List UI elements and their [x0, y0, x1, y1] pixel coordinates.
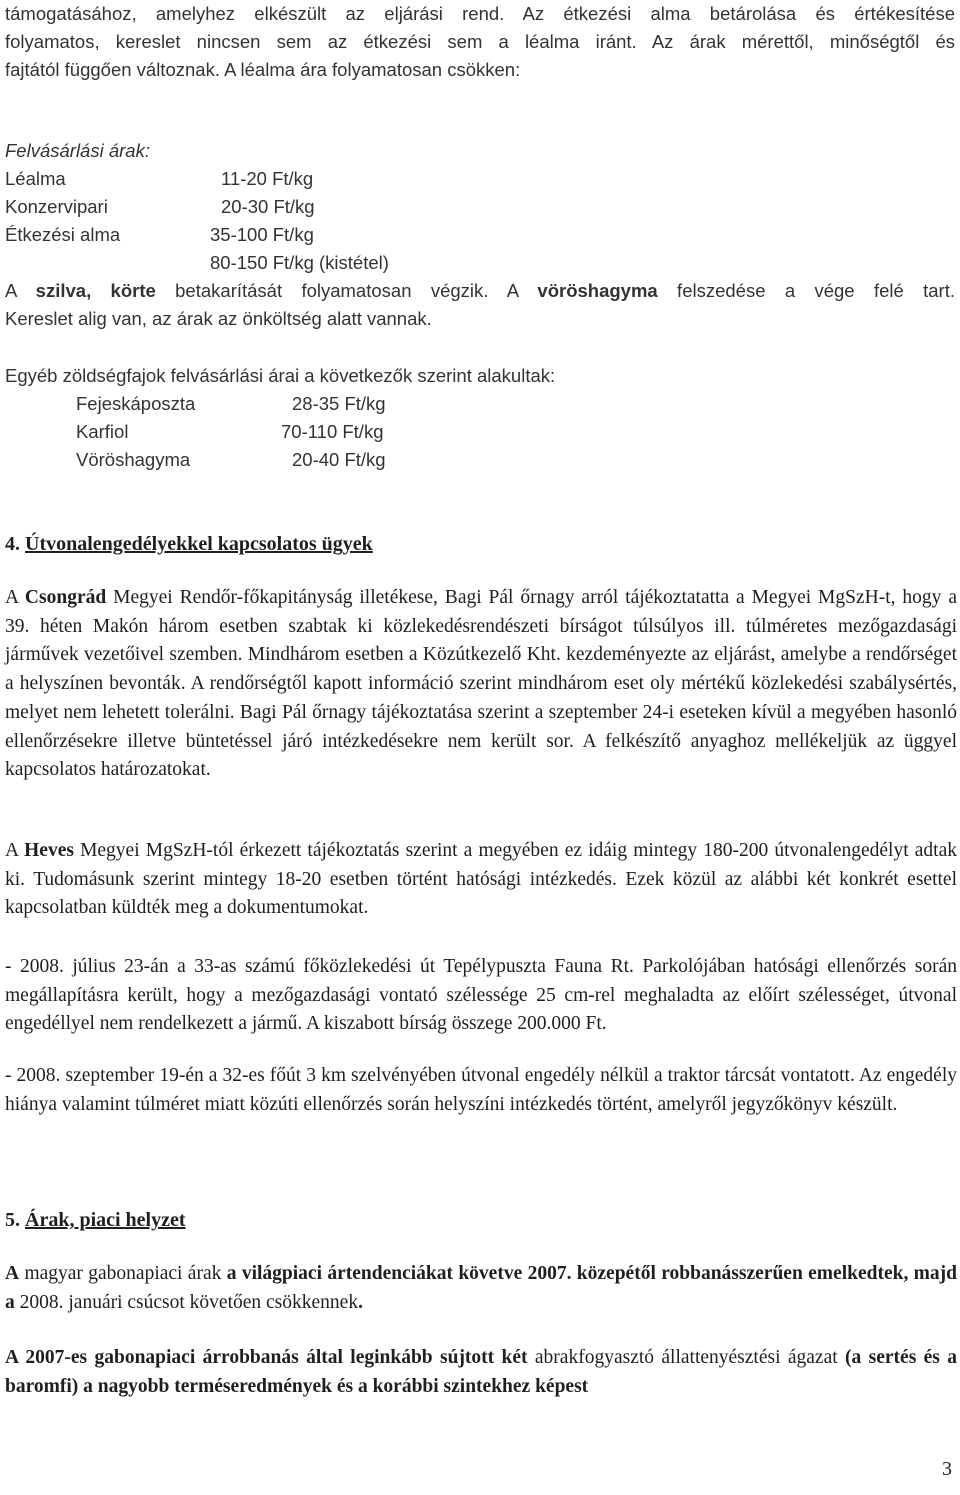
section-4-heading: 4. Útvonalengedélyekkel kapcsolatos ügyek: [5, 533, 373, 555]
harvest-line-1: A szilva, körte betakarítását folyamatosan végzik. A vöröshagyma felszedése a vége felé tart.: [5, 280, 955, 301]
veg-price: 70-110 Ft/kg: [281, 421, 384, 442]
section-5-paragraph-2: A 2007-es gabonapiaci árrobbanás által leginkább sújtott két abrakfogyasztó állattenyésztési ágazat (a sertés és a baromfi) a nagyobb terméseredmények és a korábbi szintekhez képest: [5, 1347, 958, 1397]
section-4-paragraph-csongrad: A Csongrád Megyei Rendőr-főkapitányság illetékese, Bagi Pál őrnagy arról tájékoztatatta a Megyei MgSzH-t, hogy a 39. héten Makón három esetben szabtak ki közlekedésrendészeti bírságot túlsúlyos ill. túlméretes mezőgazdasági járművek vezetőivel szemben. Mindhárom esetben a Közútkezelő Kht. kezdeményezte az eljárást, amelybe a rendőrséget a helyszínen bevonták. A rendőrségtől kapott információ szerint mindhárom eset oly mértékű közlekedési szabálysértés, melyet nem lehetett tolerálni. Bagi Pál őrnagy tájékoztatása szerint a szeptember 24-i eseteken kívül a megyében hasonló ellenőrzésekre illetve büntetéssel járó intézkedésekre nem került sor. A felkészítő anyaghoz mellékeljük az üggyel kapcsolatos határozatokat.: [5, 587, 957, 781]
veg-name: Vöröshagyma: [76, 449, 191, 470]
veg-name: Karfiol: [76, 421, 129, 442]
section-5-paragraph-1: A magyar gabonapiaci árak a világpiaci ártendenciákat követve 2007. közepétől robbanásszerűen emelkedtek, majd a 2008. januári csúcsot követően csökkennek.: [5, 1263, 957, 1313]
price-value: 20-30 Ft/kg: [221, 196, 315, 217]
price-name: Konzervipari: [5, 196, 108, 217]
highlight-crop: szilva, körte: [35, 280, 156, 301]
intro-line-3: fajtától függően változnak. A léalma ára folyamatosan csökken:: [5, 59, 521, 80]
purchase-prices-heading: Felvásárlási árak:: [5, 140, 150, 161]
section-4-paragraph-heves: A Heves Megyei MgSzH-tól érkezett tájékoztatás szerint a megyében ez idáig mintegy 180-200 útvonalengedélyt adtak ki. Tudomásunk szerint mintegy 18-20 esetben történt hatósági intézkedés. Ezek közül az alábbi két konkrét esettel kapcsolatban küldték meg a dokumentumokat.: [5, 840, 957, 919]
county-name: Heves: [24, 840, 74, 861]
intro-line-1: támogatásához, amelyhez elkészült az eljárási rend. Az étkezési alma betárolása és értékesítése: [5, 3, 955, 24]
price-value: 11-20 Ft/kg: [221, 168, 314, 189]
price-name: Étkezési alma: [5, 224, 121, 245]
price-name: Léalma: [5, 168, 66, 189]
veg-name: Fejeskáposzta: [76, 393, 196, 414]
price-value: 80-150 Ft/kg (kistétel): [210, 252, 389, 273]
section-5-heading: 5. Árak, piaci helyzet: [5, 1209, 186, 1231]
price-value: 35-100 Ft/kg: [210, 224, 314, 245]
page-number: 3: [942, 1458, 952, 1480]
county-name: Csongrád: [24, 587, 107, 608]
veg-price: 20-40 Ft/kg: [292, 449, 386, 470]
harvest-line-2: Kereslet alig van, az árak az önköltség alatt vannak.: [5, 308, 432, 329]
section-4-case-2: - 2008. szeptember 19-én a 32-es főút 3 km szelvényében útvonal engedély nélkül a traktor tárcsát vontatott. Az engedély hiánya valamint túlméret miatt közúti ellenőrzés során helyszíni intézkedés történt, amelyről jegyzőkönyv készült.: [5, 1065, 957, 1115]
veg-prices-intro: Egyéb zöldségfajok felvásárlási árai a következők szerint alakultak:: [5, 365, 556, 386]
veg-price: 28-35 Ft/kg: [292, 393, 386, 414]
section-4-case-1: - 2008. július 23-án a 33-as számú főközlekedési út Tepélypuszta Fauna Rt. Parkolójában hatósági ellenőrzés során megállapításra került, hogy a mezőgazdasági vontató szélessége 25 cm-rel meghaladta az előírt szélességet, útvonal engedéllyel nem rendelkezett a jármű. A kiszabott bírság összege 200.000 Ft.: [5, 956, 957, 1035]
highlight-crop: vöröshagyma: [537, 280, 658, 301]
intro-line-2: folyamatos, kereslet nincsen sem az étkezési sem a léalma iránt. Az árak mérettől, minőségtől és: [5, 31, 955, 52]
